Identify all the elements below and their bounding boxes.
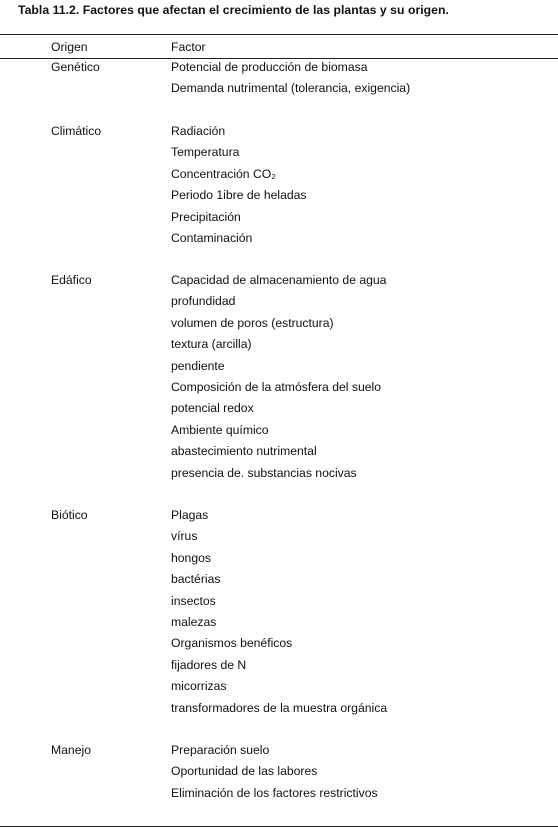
factor-item: pendiente bbox=[171, 358, 225, 373]
factor-item: hongos bbox=[171, 550, 211, 565]
column-header-origin: Origen bbox=[51, 40, 88, 54]
factor-item: Preparación suelo bbox=[171, 743, 270, 757]
origin-label: Edáfico bbox=[51, 273, 92, 287]
factor-item: Organismos benéficos bbox=[171, 636, 293, 651]
factor-item: micorrizas bbox=[171, 679, 227, 694]
factor-item: Oportunidad de las labores bbox=[171, 764, 318, 779]
factor-item: malezas bbox=[171, 614, 217, 629]
origin-label: Genético bbox=[51, 60, 100, 74]
origin-label: Manejo bbox=[51, 743, 91, 757]
factor-list bbox=[171, 743, 378, 807]
factor-item: Eliminación de los factores restrictivos bbox=[171, 785, 378, 800]
header-rule bbox=[0, 58, 558, 59]
factor-list bbox=[171, 124, 307, 252]
factor-item: bactérias bbox=[171, 572, 221, 587]
factor-item: Ambiente químico bbox=[171, 422, 269, 437]
factor-item: Periodo 1ibre de heladas bbox=[171, 188, 307, 203]
factor-item: Precipitación bbox=[171, 209, 241, 224]
table-caption: Tabla 11.2. Factores que afectan el crecimiento de las plantas y su origen. bbox=[18, 3, 449, 17]
factor-list bbox=[171, 60, 410, 103]
factor-item: potencial redox bbox=[171, 401, 254, 416]
factor-item: profundidad bbox=[171, 294, 236, 309]
factor-item: Composición de la atmósfera del suelo bbox=[171, 379, 382, 394]
factor-item: fijadores de N bbox=[171, 657, 247, 672]
factor-item: Radiación bbox=[171, 124, 226, 138]
factor-item: Concentración CO₂ bbox=[171, 166, 276, 181]
factor-item: Plagas bbox=[171, 508, 209, 522]
top-rule bbox=[0, 34, 558, 35]
factor-item: Capacidad de almacenamiento de agua bbox=[171, 273, 387, 287]
factor-item: Contaminación bbox=[171, 230, 253, 245]
factor-item: insectos bbox=[171, 593, 216, 608]
factor-item: Demanda nutrimental (tolerancia, exigencia) bbox=[171, 81, 411, 96]
factor-item: vírus bbox=[171, 529, 198, 544]
origin-label: Climático bbox=[51, 124, 102, 138]
factor-item: Potencial de producción de biomasa bbox=[171, 60, 368, 74]
factor-item: textura (arcilla) bbox=[171, 337, 252, 352]
factor-item: Temperatura bbox=[171, 145, 240, 160]
bottom-rule bbox=[0, 826, 558, 827]
factor-item: abastecimiento nutrimental bbox=[171, 444, 317, 459]
factor-list bbox=[171, 508, 387, 722]
column-header-factor: Factor bbox=[171, 40, 206, 54]
factor-list bbox=[171, 273, 386, 487]
factor-item: transformadores de la muestra orgánica bbox=[171, 700, 388, 715]
factor-item: volumen de poros (estructura) bbox=[171, 315, 334, 330]
factor-item: presencia de. substancias nocivas bbox=[171, 465, 357, 480]
origin-label: Biótico bbox=[51, 508, 88, 522]
